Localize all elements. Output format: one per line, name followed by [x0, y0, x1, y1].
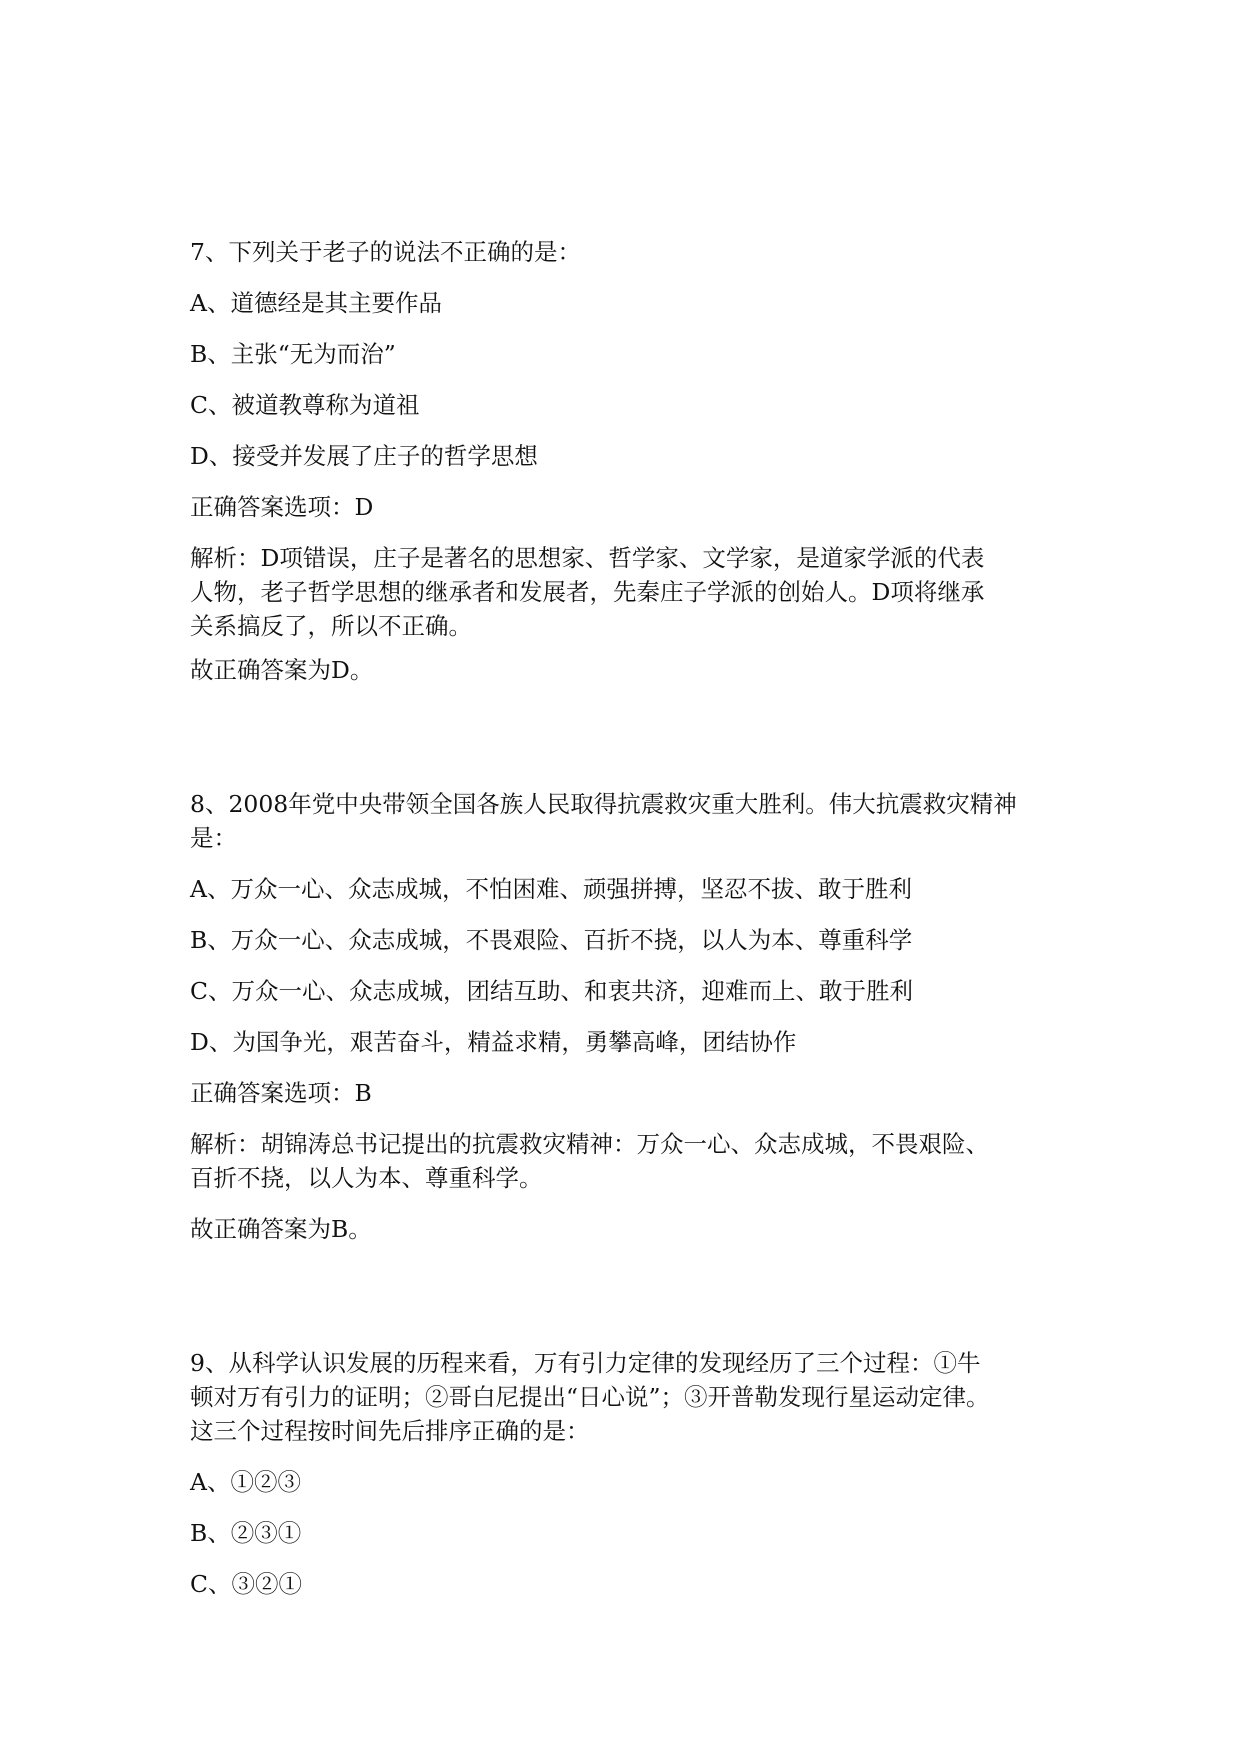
- question-8-option-d: D、为国争光，艰苦奋斗，精益求精，勇攀高峰，团结协作: [190, 1028, 797, 1056]
- question-8-option-a: A、万众一心、众志成城，不怕困难、顽强拼搏，坚忍不拔、敢于胜利: [190, 875, 912, 903]
- question-8-answer: 正确答案选项：B: [190, 1079, 372, 1107]
- question-8-stem-line: 8、2008年党中央带领全国各族人民取得抗震救灾重大胜利。伟大抗震救灾精神: [190, 790, 1017, 818]
- question-7-option-d: D、接受并发展了庄子的哲学思想: [190, 442, 538, 470]
- question-9-option-b: B、②③①: [190, 1519, 302, 1547]
- question-9-stem-line: 9、从科学认识发展的历程来看，万有引力定律的发现经历了三个过程：①牛: [190, 1349, 981, 1377]
- question-7-answer: 正确答案选项：D: [190, 493, 374, 521]
- question-7-analysis-line: 解析：D项错误，庄子是著名的思想家、哲学家、文学家，是道家学派的代表: [190, 544, 985, 572]
- question-9-option-c: C、③②①: [190, 1570, 302, 1598]
- question-7-option-b: B、主张“无为而治”: [190, 340, 396, 368]
- question-8-stem: [190, 787, 1060, 855]
- question-9-stem: [190, 1346, 1060, 1448]
- question-7-analysis: [190, 541, 1060, 643]
- question-8-analysis-line: 百折不挠，以人为本、尊重科学。: [190, 1164, 543, 1192]
- question-8-option-c: C、万众一心、众志成城，团结互助、和衷共济，迎难而上、敢于胜利: [190, 977, 913, 1005]
- question-7-analysis-line: 人物，老子哲学思想的继承者和发展者，先秦庄子学派的创始人。D项将继承: [190, 578, 985, 606]
- question-9-option-a: A、①②③: [190, 1468, 301, 1496]
- question-7-option-a: A、道德经是其主要作品: [190, 289, 442, 317]
- question-7-analysis-line: 关系搞反了，所以不正确。: [190, 612, 472, 640]
- question-7-conclusion: 故正确答案为D。: [190, 656, 374, 684]
- question-8-stem-line: 是：: [190, 824, 237, 852]
- question-9-stem-line: 顿对万有引力的证明；②哥白尼提出“日心说”；③开普勒发现行星运动定律。: [190, 1383, 990, 1411]
- question-8-conclusion: 故正确答案为B。: [190, 1215, 372, 1243]
- question-7-stem: 7、下列关于老子的说法不正确的是：: [190, 238, 581, 266]
- question-8-analysis: [190, 1127, 1060, 1195]
- question-7-option-c: C、被道教尊称为道祖: [190, 391, 420, 419]
- question-9-stem-line: 这三个过程按时间先后排序正确的是：: [190, 1417, 590, 1445]
- question-8-option-b: B、万众一心、众志成城，不畏艰险、百折不挠，以人为本、尊重科学: [190, 926, 913, 954]
- question-8-analysis-line: 解析：胡锦涛总书记提出的抗震救灾精神：万众一心、众志成城，不畏艰险、: [190, 1130, 989, 1158]
